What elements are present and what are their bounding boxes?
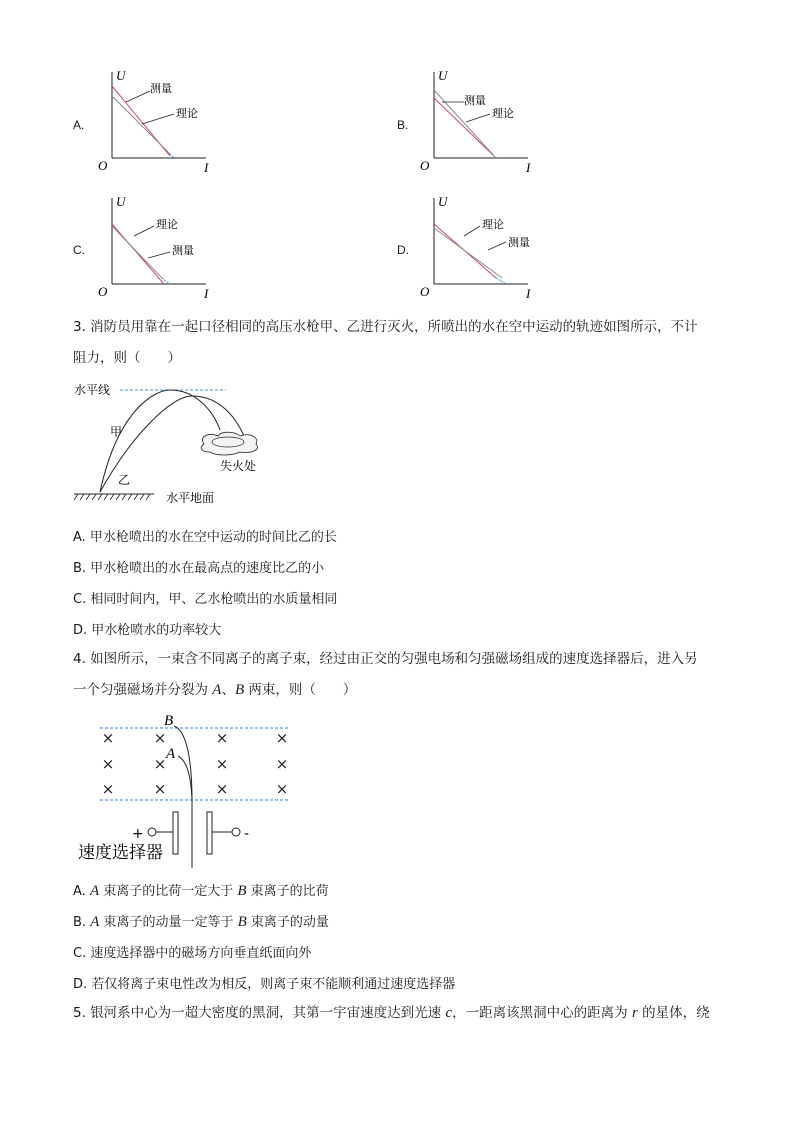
fire-label: 失火处 [220,459,257,473]
q4-choice-b: B. A 束离子的动量一定等于 B 束离子的动量 [73,914,329,930]
lower-curve-label: 测量 [172,244,194,257]
option-c-label: C. [73,243,85,257]
axis-i-label: I [526,160,531,175]
axis-u-label: U [116,194,126,209]
svg-text:×: × [275,729,289,747]
axis-u-label: U [438,194,448,209]
option-a-label: A. [73,118,85,132]
origin-label: O [98,158,108,173]
q4-stem-line1: 4. 如图所示，一束含不同离子的离子束，经过由正交的匀强电场和匀强磁场组成的速度选择器后，进入另 [73,651,698,667]
right-plate [207,812,212,854]
svg-text:×: × [215,755,229,773]
q5-stem: 5. 银河系中心为一超大密度的黑洞，其第一宇宙速度达到光速 c，一距离该黑洞中心的距离为 r 的星体，绕 [73,1005,710,1021]
q3-choice-b: B. 甲水枪喷出的水在最高点的速度比乙的小 [73,561,325,576]
jia-label: 甲 [110,425,123,439]
svg-text:×: × [215,780,229,798]
svg-text:×: × [153,729,167,747]
q4-choice-c: C. 速度选择器中的磁场方向垂直纸面向外 [73,946,312,961]
negative-terminal-icon [232,828,240,836]
upper-curve-label: 测量 [464,94,486,107]
velocity-selector-label: 速度选择器 [78,843,163,863]
axis-i-label: I [526,286,531,301]
q4-figure [70,708,300,868]
svg-text:×: × [101,729,115,747]
axis-i-label: I [204,160,209,175]
axis-i-label: I [204,286,209,301]
svg-text:×: × [153,780,167,798]
ui-graph-b [412,66,542,176]
ui-graph-d [412,192,542,302]
svg-text:×: × [275,755,289,773]
ui-graph-c [90,192,220,302]
q4-choice-d: D. 若仅将离子束电性改为相反，则离子束不能顺利通过速度选择器 [73,977,456,992]
origin-label: O [420,284,430,299]
upper-curve-label: 理论 [156,218,178,231]
svg-text:×: × [153,755,167,773]
upper-curve-label: 测量 [150,82,172,95]
left-plate [173,812,178,854]
upper-curve-label: 理论 [482,218,504,231]
axis-u-label: U [116,68,126,83]
option-d-label: D. [397,243,409,257]
svg-text:×: × [101,780,115,798]
horizontal-line-label: 水平线 [74,383,111,397]
q3-stem-line1: 3. 消防员用靠在一起口径相同的高压水枪甲、乙进行灭火，所喷出的水在空中运动的轨迹如图所示，不计 [73,319,698,335]
svg-text:×: × [101,755,115,773]
yi-label: 乙 [118,473,131,487]
q3-choice-a: A. 甲水枪喷出的水在空中运动的时间比乙的长 [73,530,337,545]
measured-line [112,226,162,278]
lower-curve-label: 理论 [492,107,514,120]
plus-label: + [132,826,144,842]
option-b-label: B. [397,118,409,132]
positive-terminal-icon [148,828,156,836]
q3-figure [70,378,300,508]
lower-curve-label: 测量 [508,236,530,249]
ground-label: 水平地面 [166,491,215,505]
svg-text:×: × [275,780,289,798]
ui-graph-a [90,66,220,176]
beam-b-path [174,726,192,800]
measured-line [112,96,170,154]
q3-choice-c: C. 相同时间内，甲、乙水枪喷出的水质量相同 [73,592,338,607]
beam-b-label: B [164,713,174,729]
q4-stem-line2: 一个匀强磁场并分裂为 A、B 两束，则（ ） [73,682,357,698]
lower-curve-label: 理论 [176,107,198,120]
theory-line [112,224,164,284]
minus-label: - [244,826,250,842]
beam-a-label: A [166,746,176,762]
q4-choice-a: A. A 束离子的比荷一定大于 B 束离子的比荷 [73,883,329,899]
dashed-extension [496,278,506,284]
q3-stem-line2: 阻力，则（ ） [73,350,181,366]
svg-text:×: × [215,729,229,747]
measured-line [434,228,502,278]
origin-label: O [98,284,108,299]
dashed-extension [170,154,174,158]
origin-label: O [420,158,430,173]
q3-choice-d: D. 甲水枪喷水的功率较大 [73,623,222,638]
axis-u-label: U [438,68,448,83]
fire-spot-icon [201,432,257,455]
